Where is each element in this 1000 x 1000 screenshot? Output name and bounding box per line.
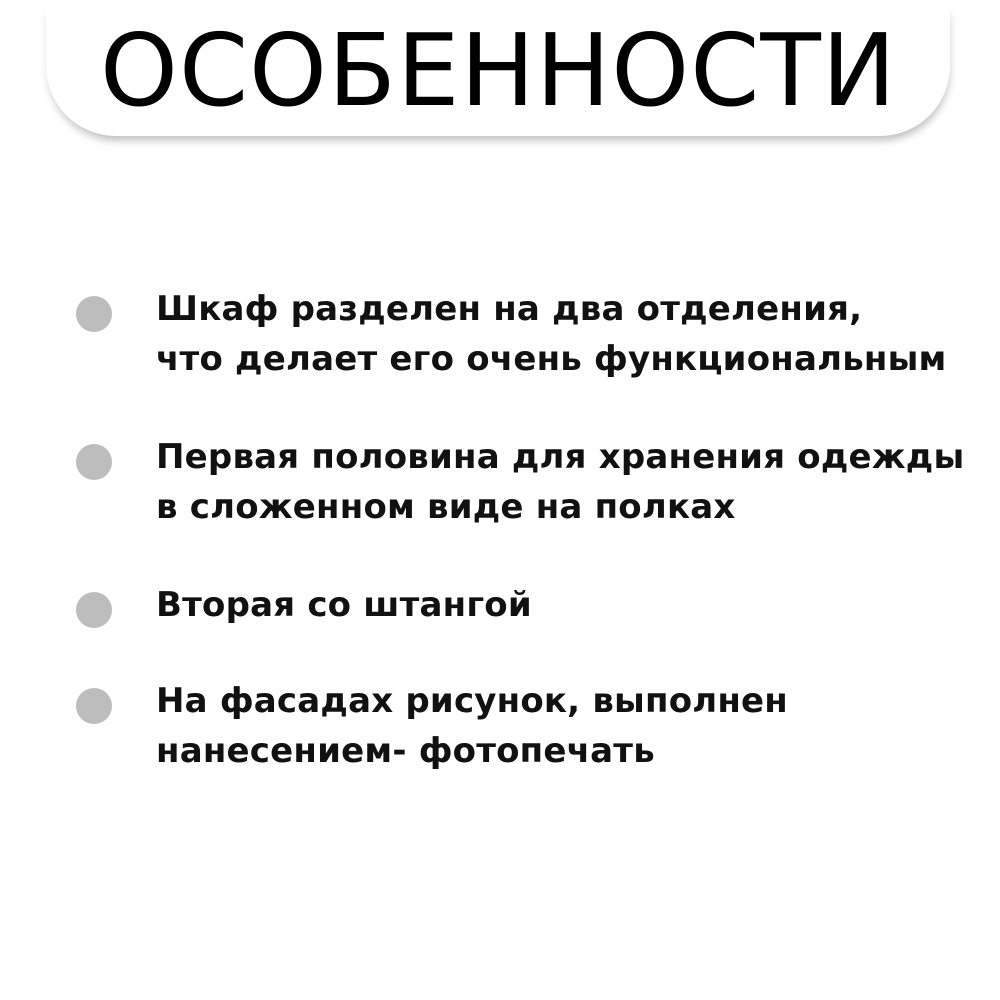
page-title: ОСОБЕННОСТИ [99,12,897,129]
feature-line: Шкаф разделен на два отделения, [156,289,863,329]
feature-text [156,284,947,384]
feature-item-2 [76,432,976,532]
feature-item-4 [76,676,976,776]
bullet-icon [76,444,112,480]
feature-line: что делает его очень функциональным [156,339,947,379]
bullet-icon [76,296,112,332]
feature-line: в сложенном виде на полках [156,487,736,527]
feature-item-1 [76,284,976,384]
bullet-icon [76,688,112,724]
feature-line: Первая половина для хранения одежды [156,437,965,477]
feature-text [156,676,788,776]
feature-text [156,580,532,630]
bullet-icon [76,592,112,628]
feature-line: нанесением- фотопечать [156,731,655,771]
feature-line: На фасадах рисунок, выполнен [156,681,788,721]
feature-item-3 [76,580,976,630]
feature-text [156,432,964,532]
feature-line: Вторая со штангой [156,585,532,625]
